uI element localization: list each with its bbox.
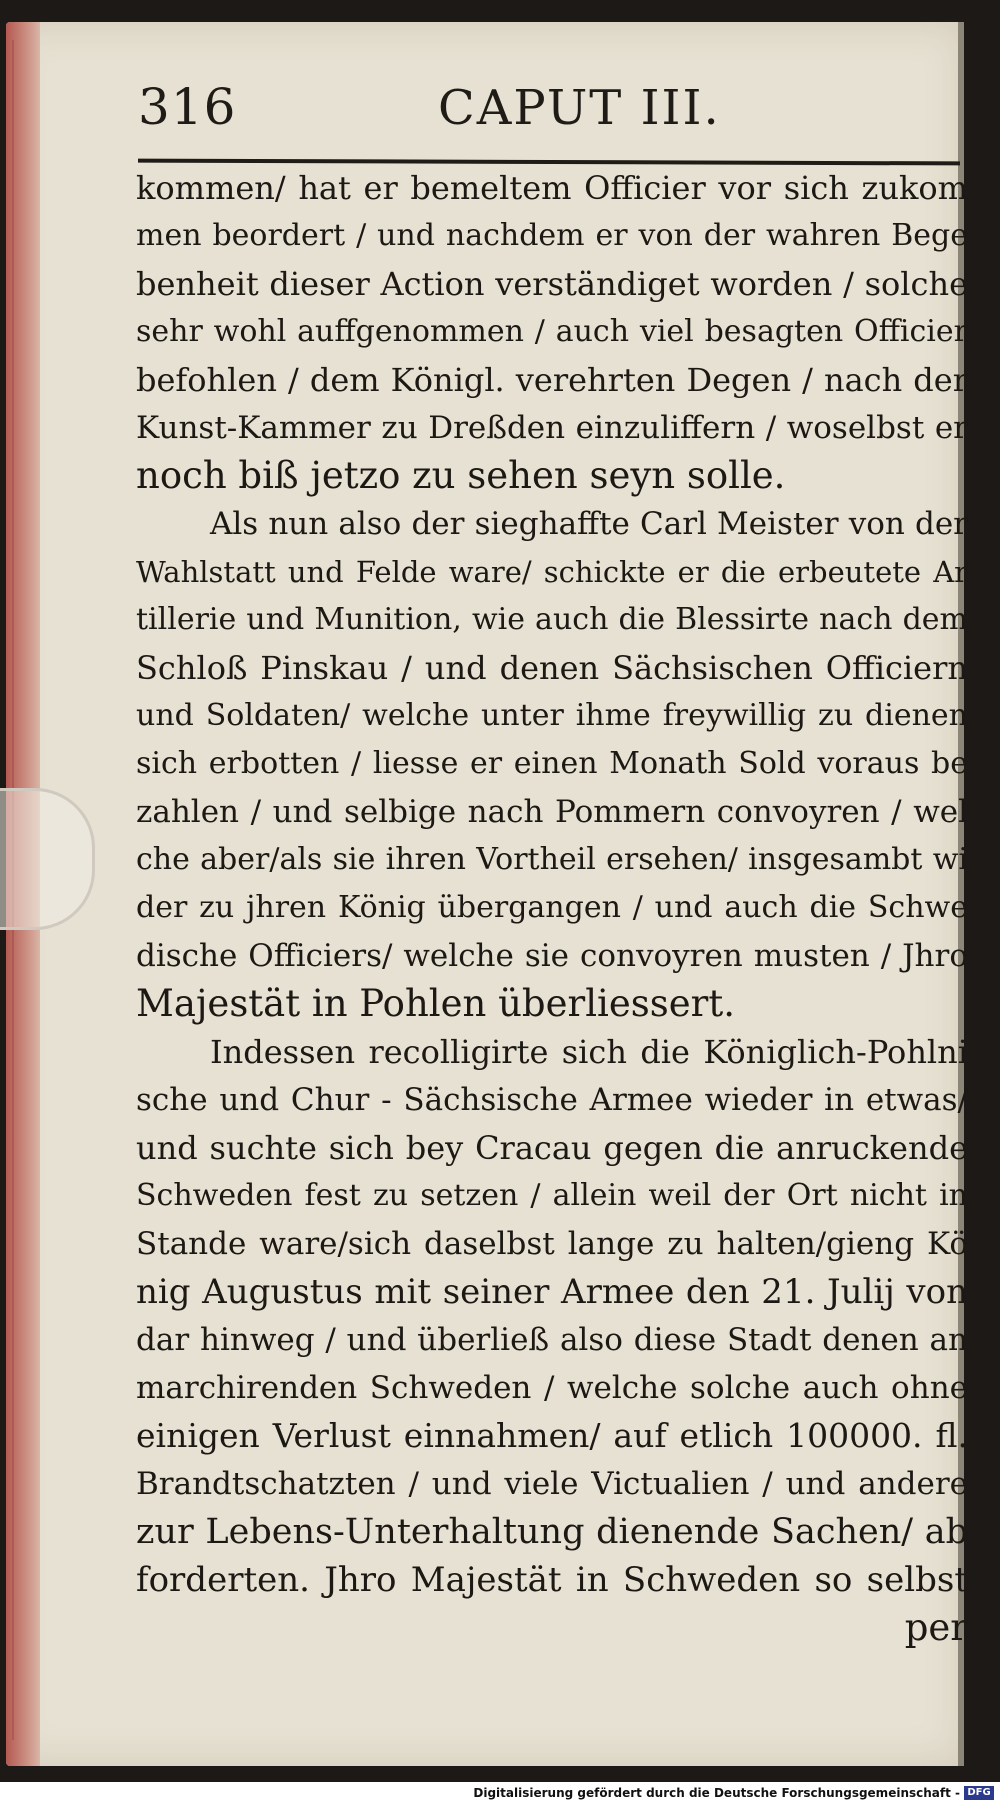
- text-line: sche und Chur - Sächsische Armee wieder in etwas/: [136, 1082, 968, 1118]
- text-line: Brandtschatzten / und viele Victualien / und andere: [136, 1466, 968, 1502]
- body-text: [136, 164, 968, 1652]
- text-line: und Soldaten/ welche unter ihme freywillig zu dienen: [136, 698, 968, 733]
- text-line: tillerie und Munition, wie auch die Blessirte nach dem: [136, 602, 968, 637]
- text-line: kommen/ hat er bemeltem Officier vor sich zukom: [136, 169, 968, 207]
- text-line: nig Augustus mit seiner Armee den 21. Julij von: [136, 1272, 968, 1312]
- text-line: Schloß Pinskau / und denen Sächsischen Officiern: [136, 649, 968, 687]
- dfg-logo: DFG: [964, 1786, 994, 1800]
- page-clip: [0, 788, 95, 930]
- text-line: einigen Verlust einnahmen/ auf etlich 100000. fl.: [136, 1416, 968, 1455]
- text-line: che aber/als sie ihren Vortheil ersehen/ insgesambt wi: [136, 842, 968, 877]
- text-line: dische Officiers/ welche sie convoyren musten / Jhro: [136, 938, 968, 974]
- text-line: Als nun also der sieghaffte Carl Meister von der: [210, 506, 968, 542]
- text-line: zur Lebens-Unterhaltung dienende Sachen/ ab: [136, 1512, 968, 1552]
- text-line: forderten. Jhro Majestät in Schweden so selbst: [136, 1560, 968, 1600]
- text-line: sehr wohl auffgenommen / auch viel besagten Officier: [136, 314, 968, 349]
- page-number: 316: [138, 78, 237, 136]
- text-line: dar hinweg / und überließ also diese Stadt denen an: [136, 1322, 968, 1358]
- text-line: der zu jhren König übergangen / und auch die Schwe: [136, 890, 968, 925]
- text-line: und suchte sich bey Cracau gegen die anruckende: [136, 1129, 968, 1167]
- page-header: [138, 78, 968, 148]
- text-line: Stande ware/sich daselbst lange zu halten/gieng Kö: [136, 1226, 968, 1262]
- text-line: men beordert / und nachdem er von der wahren Bege: [136, 218, 968, 253]
- text-line: zahlen / und selbige nach Pommern convoyren / wel: [136, 794, 968, 830]
- text-line: Indessen recolligirte sich die Königlich-Pohlni: [210, 1033, 968, 1071]
- text-line: marchirenden Schweden / welche solche auch ohne: [136, 1370, 968, 1406]
- funding-credit: Digitalisierung gefördert durch die Deutsche Forschungsgemeinschaft -: [473, 1786, 960, 1800]
- text-line: Majestät in Pohlen überliessert.: [136, 982, 735, 1025]
- text-line: Wahlstatt und Felde ware/ schickte er die erbeutete Ar: [136, 555, 968, 589]
- running-title: CAPUT III.: [438, 80, 721, 136]
- text-line: Schweden fest zu setzen / allein weil der Ort nicht in: [136, 1178, 968, 1213]
- text-line: sich erbotten / liesse er einen Monath Sold voraus be: [136, 746, 968, 781]
- catchword: per: [904, 1606, 968, 1649]
- text-line: Kunst-Kammer zu Dreßden einzuliffern / woselbst er: [136, 410, 968, 446]
- text-line: befohlen / dem Königl. verehrten Degen / nach der: [136, 361, 968, 399]
- text-line: noch biß jetzo zu sehen seyn solle.: [136, 454, 786, 497]
- text-line: benheit dieser Action verständiget worden / solche: [136, 265, 968, 303]
